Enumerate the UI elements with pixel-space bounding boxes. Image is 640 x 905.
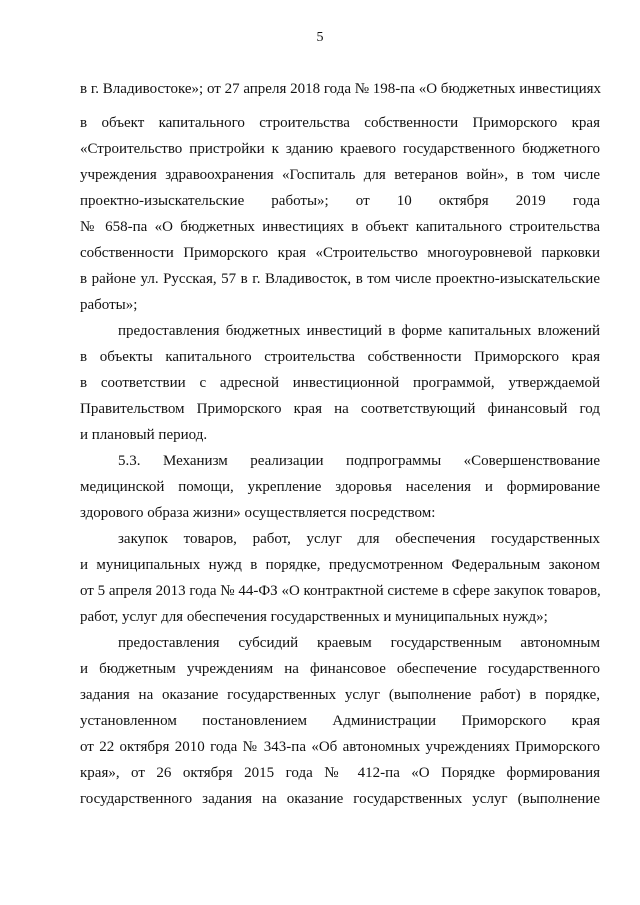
text-line: работы»; [80, 297, 138, 313]
page-number: 5 [316, 30, 324, 45]
text-line: задания на оказание государственных услуг (выполнение работ) в порядке, [80, 687, 600, 703]
text-line: и бюджетным учреждениям на финансовое обеспечение государственного [80, 661, 600, 677]
text-line: государственного задания на оказание государственных услуг (выполнение [80, 791, 600, 807]
text-line: и плановый период. [80, 427, 208, 443]
text-line: предоставления бюджетных инвестиций в форме капитальных вложений [118, 323, 600, 339]
text-line: в объект капитального строительства собственности Приморского края [80, 115, 600, 131]
text-line: установленном постановлением Администрации Приморского края [80, 713, 600, 729]
text-line: от 22 октября 2010 года № 343-па «Об автономных учреждениях Приморского [80, 739, 600, 755]
text-line: в г. Владивостоке»; от 27 апреля 2018 года № 198-па «О бюджетных инвестициях [80, 81, 602, 97]
text-line: Правительством Приморского края на соответствующий финансовый год [80, 401, 600, 417]
text-line: работ, услуг для обеспечения государственных и муниципальных нужд»; [80, 609, 548, 625]
text-line: в соответствии с адресной инвестиционной программой, утверждаемой [80, 375, 600, 391]
text-line: и муниципальных нужд в порядке, предусмотренном Федеральным законом [80, 557, 600, 573]
text-line: края», от 26 октября 2015 года № 412-па «О Порядке формирования [80, 765, 600, 781]
text-line: в районе ул. Русская, 57 в г. Владивосток, в том числе проектно-изыскательские [80, 271, 600, 287]
text-line: 5.3. Механизм реализации подпрограммы «Совершенствование [118, 453, 600, 469]
text-line: закупок товаров, работ, услуг для обеспечения государственных [118, 531, 600, 547]
text-line: собственности Приморского края «Строительство многоуровневой парковки [80, 245, 600, 261]
text-line: в объекты капитального строительства собственности Приморского края [80, 349, 600, 365]
text-line: № 658-па «О бюджетных инвестициях в объект капитального строительства [80, 219, 600, 235]
text-line: здорового образа жизни» осуществляется посредством: [80, 505, 436, 521]
text-line: учреждения здравоохранения «Госпиталь для ветеранов войн», в том числе [80, 167, 600, 183]
text-line: от 5 апреля 2013 года № 44-ФЗ «О контрактной системе в сфере закупок товаров, [80, 583, 601, 599]
text-line: проектно-изыскательские работы»; от 10 октября 2019 года [80, 193, 600, 209]
text-line: предоставления субсидий краевым государственным автономным [118, 635, 600, 651]
text-line: медицинской помощи, укрепление здоровья населения и формирование [80, 479, 600, 495]
text-line: «Строительство пристройки к зданию краевого государственного бюджетного [80, 141, 600, 157]
